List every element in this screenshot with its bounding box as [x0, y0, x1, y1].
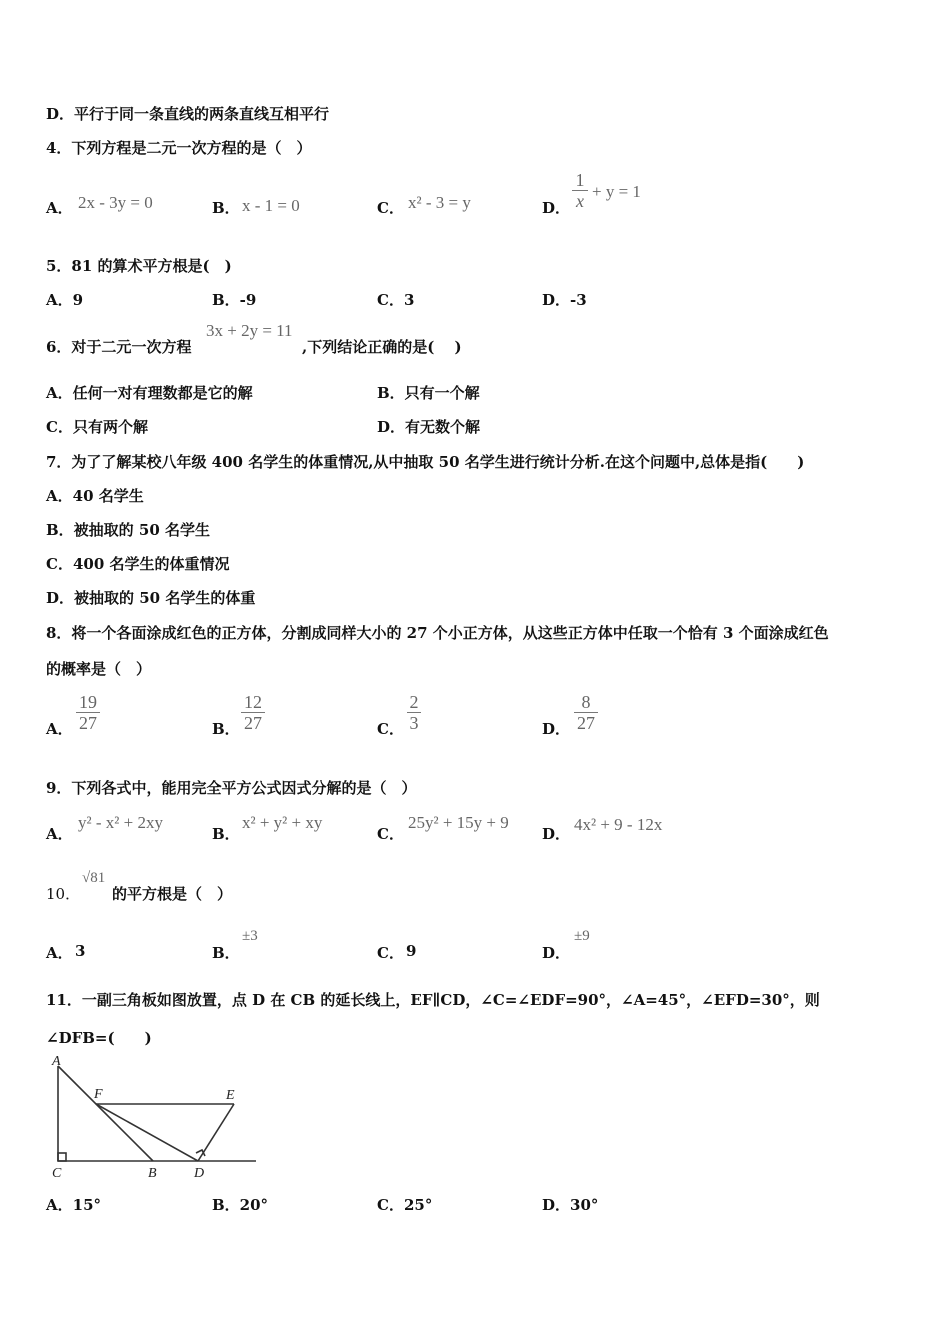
q8-label-b: B． — [212, 720, 240, 738]
q8-label-a: A． — [46, 720, 73, 738]
q8-option-d-fraction — [574, 692, 598, 733]
q10-option-a: 3 — [75, 942, 86, 960]
q8-b-denominator: 27 — [244, 713, 262, 733]
q10-label-b: B． — [212, 944, 240, 962]
q8-a-numerator: 19 — [79, 692, 97, 712]
q5-stem: 5．81 的算术平方根是( ) — [46, 257, 232, 275]
q11-option-d: D．30° — [542, 1196, 599, 1214]
q8-a-denominator: 27 — [79, 713, 97, 733]
label-a: A — [52, 1054, 61, 1069]
q11-option-c: C．25° — [377, 1196, 433, 1214]
q8-b-numerator: 12 — [244, 692, 262, 712]
q7-option-c: C．400 名学生的体重情况 — [46, 555, 230, 573]
label-b: B — [148, 1166, 157, 1181]
q10-option-c: 9 — [406, 942, 417, 960]
q10-label-a: A． — [46, 944, 73, 962]
segment-ab — [58, 1066, 153, 1161]
q11-option-b: B．20° — [212, 1196, 269, 1214]
q4-stem: 4．下列方程是二元一次方程的是（ ） — [46, 139, 312, 157]
q4-d-numerator: 1 — [575, 170, 585, 190]
label-e: E — [226, 1088, 235, 1103]
q4-label-c: C． — [377, 199, 404, 217]
label-c: C — [52, 1166, 62, 1181]
q5-option-d: D．-3 — [542, 291, 587, 309]
q9-option-c: 25y² + 15y + 9 — [408, 813, 509, 832]
triangle-figure — [46, 1053, 266, 1183]
q9-option-a: y² - x² + 2xy — [78, 813, 163, 832]
q7-option-a: A．40 名学生 — [46, 487, 144, 505]
q8-option-c-fraction — [407, 692, 421, 733]
q4-option-d-fraction — [572, 170, 588, 211]
q8-option-b-fraction — [241, 692, 265, 733]
q11-stem-line2: ∠DFB=( ) — [46, 1029, 152, 1047]
q3-option-d: D．平行于同一条直线的两条直线互相平行 — [46, 105, 330, 123]
q11-option-a: A．15° — [46, 1196, 102, 1214]
segment-fd — [96, 1104, 198, 1161]
q9-stem: 9．下列各式中，能用完全平方公式因式分解的是（ ） — [46, 779, 417, 797]
q4-option-a: 2x - 3y = 0 — [78, 193, 153, 212]
q5-option-a: A．9 — [46, 291, 84, 309]
q7-stem: 7．为了了解某校八年级 400 名学生的体重情况,从中抽取 50 名学生进行统计分析.在这个问题中,总体是指( ) — [46, 453, 805, 471]
q8-c-numerator: 2 — [409, 692, 419, 712]
q8-label-d: D． — [542, 720, 571, 738]
q7-option-b: B．被抽取的 50 名学生 — [46, 521, 210, 539]
q8-stem-line2: 的概率是（ ） — [46, 660, 152, 678]
q9-label-c: C． — [377, 825, 404, 843]
q10-label-d: D． — [542, 944, 571, 962]
q10-radical: √81 — [82, 870, 106, 886]
right-angle-c — [58, 1153, 66, 1161]
q8-label-c: C． — [377, 720, 404, 738]
q10-stem: 的平方根是（ ） — [112, 885, 233, 903]
q4-label-b: B． — [212, 199, 240, 217]
q8-d-denominator: 27 — [577, 713, 595, 733]
q5-option-c: C．3 — [377, 291, 415, 309]
q10-option-b: ±3 — [242, 928, 258, 944]
q6-option-a: A．任何一对有理数都是它的解 — [46, 384, 253, 402]
q10-option-d: ±9 — [574, 928, 590, 944]
q6-stem-post: ,下列结论正确的是( ) — [302, 338, 462, 356]
q7-option-d: D．被抽取的 50 名学生的体重 — [46, 589, 256, 607]
q6-option-b: B．只有一个解 — [377, 384, 480, 402]
q4-label-d: D． — [542, 199, 571, 217]
q4-option-b: x - 1 = 0 — [242, 196, 300, 215]
q4-label-a: A． — [46, 199, 73, 217]
q4-d-denominator: x — [576, 191, 584, 211]
q8-stem-line1: 8．将一个各面涂成红色的正方体，分割成同样大小的 27 个小正方体，从这些正方体中任取一个恰有 3 个面涂成红色 — [46, 624, 829, 642]
q8-d-numerator: 8 — [581, 692, 591, 712]
q8-option-a-fraction — [76, 692, 100, 733]
q10-number: 10． — [46, 885, 81, 903]
q6-option-d: D．有无数个解 — [377, 418, 481, 436]
q6-option-c: C．只有两个解 — [46, 418, 148, 436]
q10-label-c: C． — [377, 944, 404, 962]
label-f: F — [94, 1087, 103, 1102]
q9-option-d: 4x² + 9 - 12x — [574, 815, 663, 834]
q6-equation: 3x + 2y = 11 — [206, 321, 293, 340]
q9-label-a: A． — [46, 825, 73, 843]
label-d: D — [194, 1166, 205, 1181]
q4-option-c: x² - 3 = y — [408, 193, 471, 212]
q8-c-denominator: 3 — [409, 713, 419, 733]
q9-label-d: D． — [542, 825, 571, 843]
q9-label-b: B． — [212, 825, 240, 843]
q5-option-b: B．-9 — [212, 291, 257, 309]
q6-stem-pre: 6．对于二元一次方程 — [46, 338, 192, 356]
q9-option-b: x² + y² + xy — [242, 813, 323, 832]
q11-stem-line1: 11．一副三角板如图放置，点 D 在 CB 的延长线上，EF∥CD，∠C=∠EDF=90°，∠A=45°，∠EFD=30°，则 — [46, 991, 820, 1009]
q4-option-d-rest: + y = 1 — [592, 182, 641, 201]
